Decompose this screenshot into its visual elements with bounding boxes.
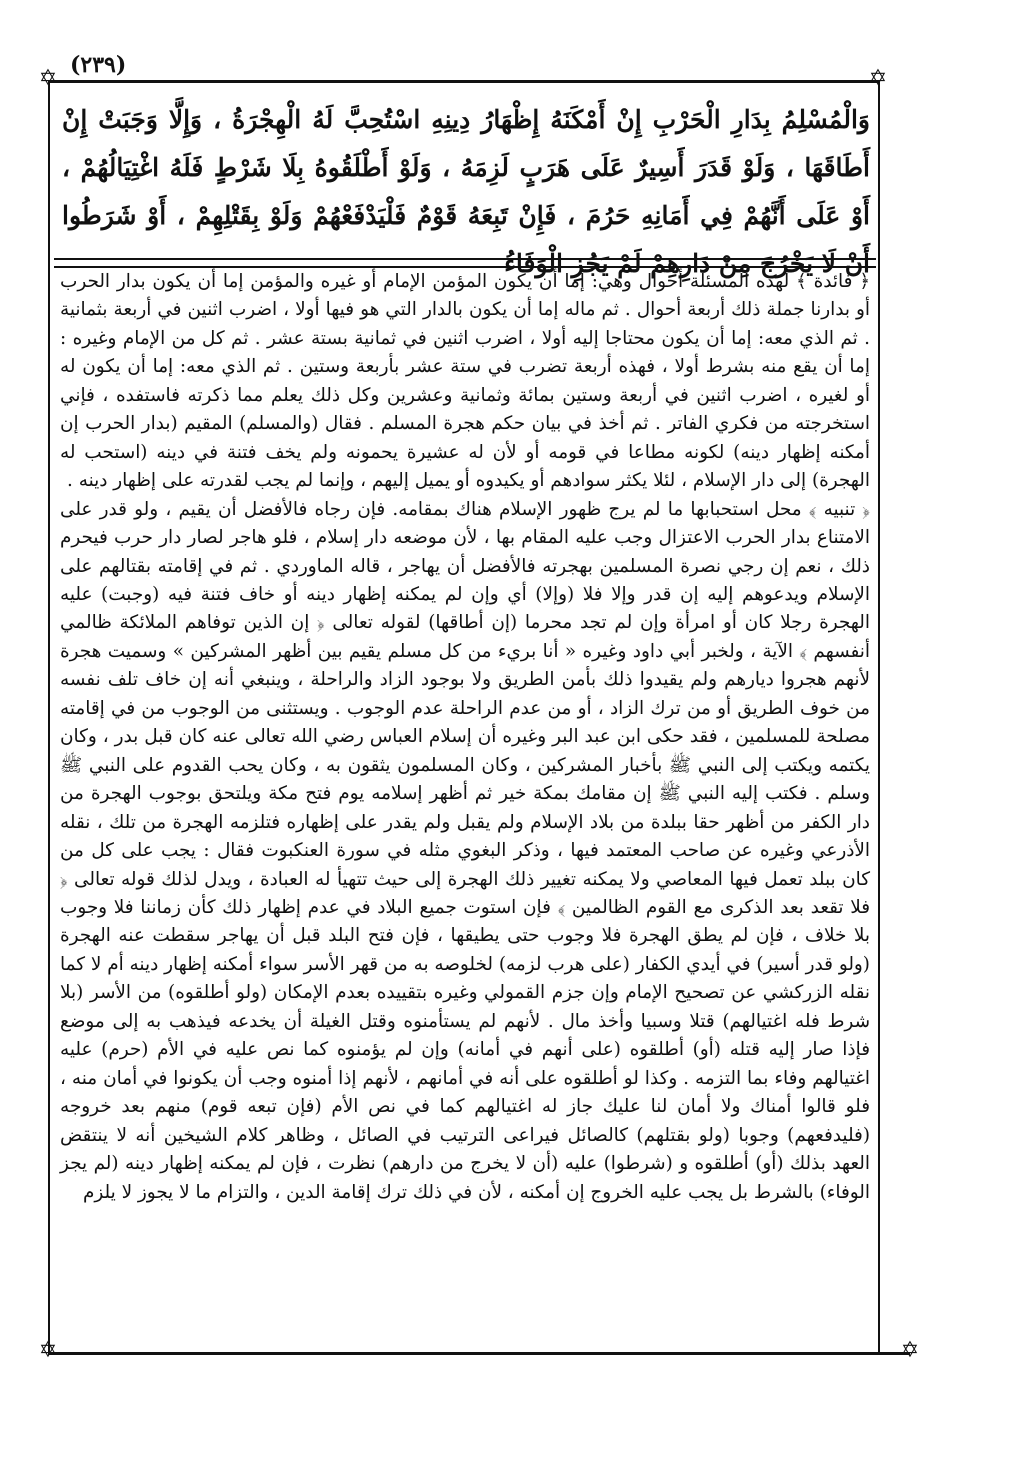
frame-bottom-rule: [48, 1352, 910, 1355]
main-text: وَالْمُسْلِمُ بِدَارِ الْحَرْبِ إِنْ أَمْكَنَهُ إِظْهَارُ دِينِهِ اسْتُحِبَّ لَهُ الْهِجْرَةُ ، وَإِلَّا وَجَبَتْ إِنْ أَطَاقَهَا ، وَلَوْ قَدَرَ أَسِيرٌ عَلَى هَرَبٍ لَزِمَهُ ، وَلَوْ أَطْلَقُوهُ بِلَا شَرْطٍ فَلَهُ اغْتِيَالُهُمْ ، أَوْ عَلَى أَنَّهُمْ فِي أَمَانِهِ حَرُمَ ، فَإِنْ تَبِعَهُ قَوْمٌ فَلْيَدْفَعْهُمْ وَلَوْ بِقَتْلِهِمْ ، أَوْ شَرَطُوا أَنْ لَا يَخْرُجَ مِنْ دَارِهِمْ لَمْ يَجُزِ الْوَفَاءُ: [62, 105, 870, 278]
commentary-paragraph-note: ﴿ تنبيه ﴾ محل استحبابها ما لم يرج ظهور الإسلام هناك بمقامه. فإن رجاه فالأفضل أن يقيم ، ولو قدر على الامتناع بدار الحرب الاعتزال وجب عليه المقام بها ، لأن موضعه دار إسلام ، فلو هاجر لصار دار حرب فيحرم ذلك ، نعم إن رجي نصرة المسلمين بهجرته فالأفضل أن يهاجر ، قاله الماوردي . ثم في إقامته بقتالهم على الإسلام ويدعوهم إليه إن قدر وإلا فلا (وإلا) أي وإن لم يمكنه إظهار دينه أو خاف فتنة فيه (وجبت) عليه الهجرة رجلا كان أو امرأة وإن لم تجد محرما (إن أطاقها) لقوله تعالى ﴿ إن الذين توفاهم الملائكة ظالمي أنفسهم ﴾ الآية ، ولخبر أبي داود وغيره « أنا بريء من كل مسلم يقيم بين أظهر المشركين » وسميت هجرة لأنهم هجروا ديارهم ولم يقيدوا ذلك بأمن الطريق ولا بوجود الزاد والراحلة ، وينبغي أنه إن خاف تلف نفسه من خوف الطريق أو من ترك الزاد ، أو من عدم الراحلة عدم الوجوب . ويستثنى من الوجوب من في إقامته مصلحة للمسلمين ، فقد حكى ابن عبد البر وغيره أن إسلام العباس رضي الله تعالى عنه كان قبل بدر ، وكان يكتمه ويكتب إلى النبي ﷺ بأخبار المشركين ، وكان المسلمون يثقون به ، وكان يحب القدوم على النبي ﷺ وسلم . فكتب إليه النبي ﷺ إن مقامك بمكة خير ثم أظهر إسلامه يوم فتح مكة ويلتحق بوجوب الهجرة من دار الكفر من أظهر حقا ببلدة من بلاد الإسلام ولم يقبل ولم يقدر على إظهاره فتلزمه الهجرة من تلك ، نقله الأذرعي وغيره عن صاحب المعتمد فيها ، وذكر البغوي مثله في سورة العنكبوت فقال : يجب على كل من كان ببلد تعمل فيها المعاصي ولا يمكنه تغيير ذلك الهجرة إلى حيث تتهيأ له العبادة ، ويدل لذلك قوله تعالى ﴿ فلا تقعد بعد الذكرى مع القوم الظالمين ﴾ فإن استوت جميع البلاد في عدم إظهار ذلك كأن زماننا فلا وجوب بلا خلاف ، فإن لم يطق الهجرة فلا وجوب حتى يطيقها ، فإن فتح البلد قبل أن يهاجر سقطت عنه الهجرة (ولو قدر أسير) في أيدي الكفار (على هرب لزمه) لخلوصه به من قهر الأسر سواء أمكنه إظهار دينه أم لا كما نقله الزركشي عن تصحيح الإمام وإن جزم القمولي وغيره بتقييده بعدم الإمكان (ولو أطلقوه) من الأسر (بلا شرط فله اغتيالهم) قتلا وسبيا وأخذ مال . لأنهم لم يستأمنوه وقتل الغيلة أن يخدعه فيذهب به إلى موضع فإذا صار إليه قتله (أو) أطلقوه (على أنهم في أمانه) وإن لم يؤمنوه كما نص عليه في الأم (حرم) عليه اغتيالهم وفاء بما التزمه . وكذا لو أطلقوه على أنه في أمانهم ، لأنهم إذا أمنوه وجب أن يكونوا في أمان منه ، فلو قالوا أمناك ولا أمان لنا عليك جاز له اغتيالهم كما في نص الأم (فإن تبعه قوم) منهم بعد خروجه (فليدفعهم) وجوبا (ولو بقتلهم) كالصائل فيراعى الترتيب في الصائل ، وظاهر كلام الشيخين أنه لا ينتقض العهد بذلك (أو) أطلقوه و (شرطوا) عليه (أن لا يخرج من دارهم) نظرت ، فإن لم يمكنه إظهار دينه (لم يجز الوفاء) بالشرط بل يجب عليه الخروج إن أمكنه ، لأن في ذلك ترك إقامة الدين ، والتزام ما لا يجوز لا يلزم: [60, 498, 871, 1203]
corner-ornament-icon: ✡: [900, 1338, 920, 1363]
frame-top-rule: [48, 80, 880, 83]
corner-ornament-icon: ✡: [868, 66, 888, 91]
frame-right-rule: [878, 80, 880, 1352]
section-divider: [54, 258, 876, 268]
frame-left-rule: [48, 80, 50, 1352]
commentary-paragraph-benefit: ﴿ فائدة ﴾ لهذه المسئلة أحوال وهي: إما أن يكون المؤمن الإمام أو غيره والمؤمن إما أن يكون بدار الحرب أو بدارنا جملة ذلك أربعة أحوال . ثم ماله إما أن يكون بالدار التي هو فيها أولا ، اضرب اثنين في أربعة بثمانية . ثم الذي معه: إما أن يكون محتاجا إليه أولا ، اضرب اثنين في ثمانية بستة عشر . ثم كل من الإمام وغيره : إما أن يقع منه بشرط أولا ، فهذه أربعة تضرب في ستة عشر بأربعة وستين . ثم الذي معه: إما أن يكون له أو لغيره ، اضرب اثنين في أربعة وستين بمائة وثمانية وعشرين وكل ذلك يعلم مما ذكرته فاستفده ، فإني استخرجته من فكري الفاتر . ثم أخذ في بيان حكم هجرة المسلم . فقال (والمسلم) المقيم (بدار الحرب إن أمكنه إظهار دينه) لكونه مطاعا في قومه أو لأن له عشيرة يحمونه ولم يخف فتنة في دينه (استحب له الهجرة) إلى دار الإسلام ، لئلا يكثر سوادهم أو يكيدوه أو يميل إليهم ، وإنما لم يجب لقدرته على إظهار دينه .: [60, 271, 870, 492]
corner-ornament-icon: ✡: [38, 1338, 58, 1363]
commentary: [60, 268, 870, 1207]
page-number: (٢٣٩): [70, 52, 127, 78]
corner-ornament-icon: ✡: [38, 66, 58, 91]
